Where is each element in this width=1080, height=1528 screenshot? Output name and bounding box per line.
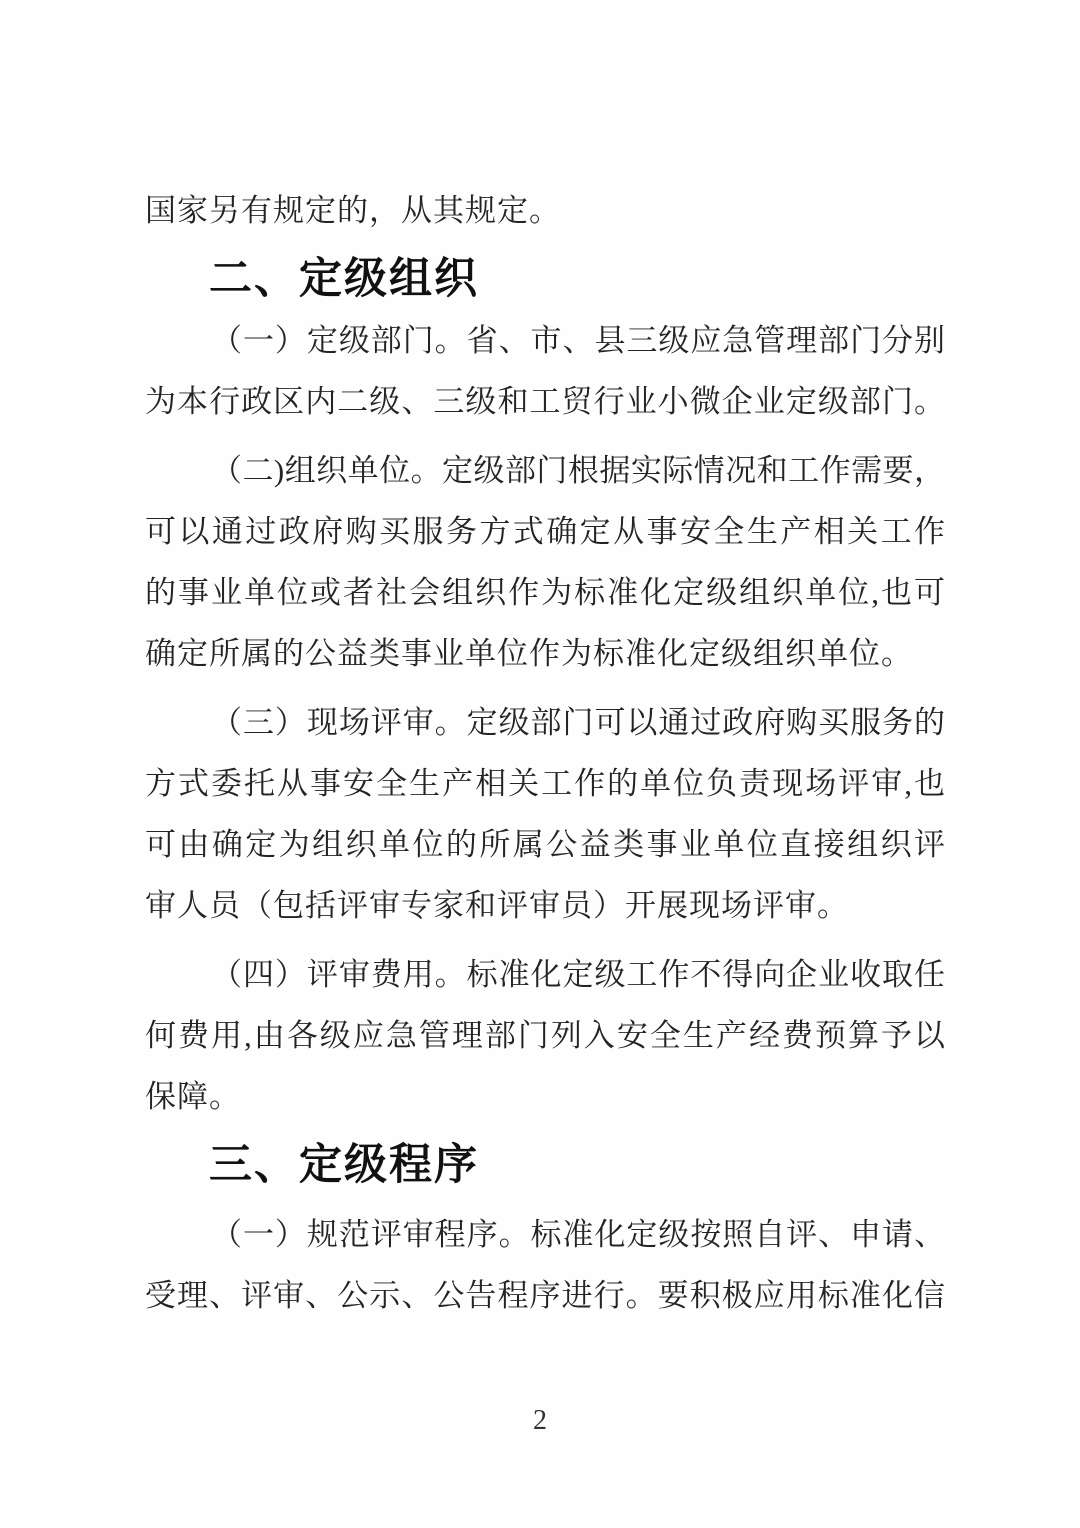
paragraph-line: （一）规范评审程序。标准化定级按照自评、申请、 xyxy=(211,1217,945,1252)
paragraph-line: 的事业单位或者社会组织作为标准化定级组织单位,也可 xyxy=(145,575,945,610)
paragraph-line: 可由确定为组织单位的所属公益类事业单位直接组织评 xyxy=(145,827,945,862)
paragraph-line: 国家另有规定的，从其规定。 xyxy=(145,193,561,228)
paragraph-line: （二)组织单位。定级部门根据实际情况和工作需要， xyxy=(211,453,945,488)
paragraph-line: （四）评审费用。标准化定级工作不得向企业收取任 xyxy=(211,957,945,992)
paragraph-line: 何费用,由各级应急管理部门列入安全生产经费预算予以 xyxy=(145,1018,945,1053)
section-heading-grading-organization: 二、定级组织 xyxy=(209,255,479,303)
paragraph-line: 为本行政区内二级、三级和工贸行业小微企业定级部门。 xyxy=(145,384,945,419)
paragraph-line: 可以通过政府购买服务方式确定从事安全生产相关工作 xyxy=(145,514,945,549)
paragraph-line: 方式委托从事安全生产相关工作的单位负责现场评审,也 xyxy=(145,766,945,801)
document-body xyxy=(145,180,945,1326)
page-number: 2 xyxy=(533,1405,547,1436)
paragraph-line: 审人员（包括评审专家和评审员）开展现场评审。 xyxy=(145,888,849,923)
section-heading-grading-procedure: 三、定级程序 xyxy=(209,1141,479,1189)
paragraph-line: 确定所属的公益类事业单位作为标准化定级组织单位。 xyxy=(145,636,913,671)
paragraph-line: （一）定级部门。省、市、县三级应急管理部门分别 xyxy=(211,323,945,358)
paragraph-line: （三）现场评审。定级部门可以通过政府购买服务的 xyxy=(211,705,945,740)
paragraph-line: 保障。 xyxy=(145,1079,241,1114)
paragraph-line: 受理、评审、公示、公告程序进行。要积极应用标准化信 xyxy=(145,1278,945,1313)
